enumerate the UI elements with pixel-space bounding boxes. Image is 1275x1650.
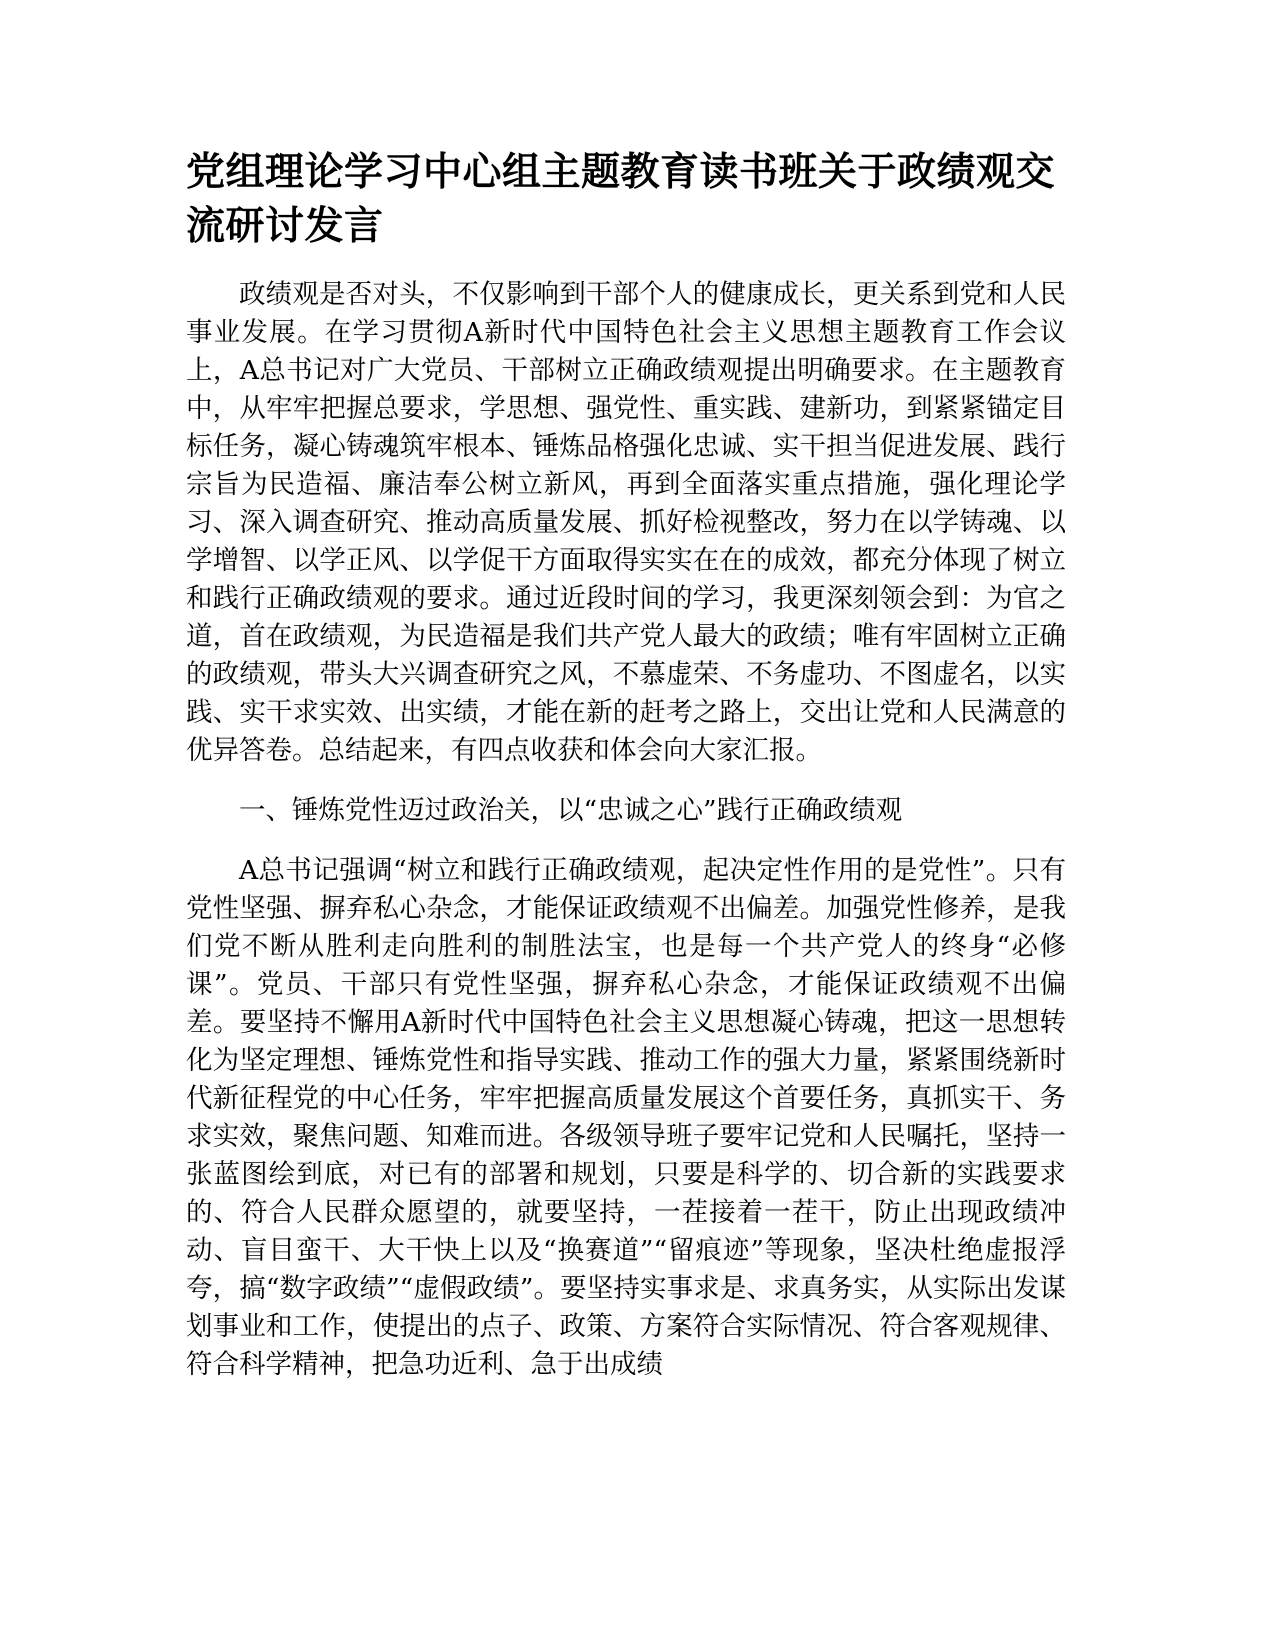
section-paragraph: A总书记强调“树立和践行正确政绩观，起决定性作用的是党性”。只有党性坚强、摒弃私心杂念，才能保证政绩观不出偏差。加强党性修养，是我们党不断从胜利走向胜利的制胜法宝，也是每一个共产党人的终身“必修课”。党员、干部只有党性坚强，摒弃私心杂念，才能保证政绩观不出偏差。要坚持不懈用A新时代中国特色社会主义思想凝心铸魂，把这一思想转化为坚定理想、锤炼党性和指导实践、推动工作的强大力量，紧紧围绕新时代新征程党的中心任务，牢牢把握高质量发展这个首要任务，真抓实干、务求实效，聚焦问题、知难而进。各级领导班子要牢记党和人民嘱托，坚持一张蓝图绘到底，对已有的部署和规划，只要是科学的、切合新的实践要求的、符合人民群众愿望的，就要坚持，一茬接着一茬干，防止出现政绩冲动、盲目蛮干、大干快上以及“换赛道”“留痕迹”等现象，坚决杜绝虚报浮夸，搞“数字政绩”“虚假政绩”。要坚持实事求是、求真务实，从实际出发谋划事业和工作，使提出的点子、政策、方案符合实际情况、符合客观规律、符合科学精神，把急功近利、急于出成绩 — [186, 855, 1066, 1380]
document-title: 党组理论学习中心组主题教育读书班关于政绩观交流研讨发言 — [186, 150, 1056, 249]
intro-paragraph: 政绩观是否对头，不仅影响到干部个人的健康成长，更关系到党和人民事业发展。在学习贯彻A新时代中国特色社会主义思想主题教育工作会议上，A总书记对广大党员、干部树立正确政绩观提出明确要求。在主题教育中，从牢牢把握总要求，学思想、强党性、重实践、建新功，到紧紧锚定目标任务，凝心铸魂筑牢根本、锤炼品格强化忠诚、实干担当促进发展、践行宗旨为民造福、廉洁奉公树立新风，再到全面落实重点措施，强化理论学习、深入调查研究、推动高质量发展、抓好检视整改，努力在以学铸魂、以学增智、以学正风、以学促干方面取得实实在在的成效，都充分体现了树立和践行正确政绩观的要求。通过近段时间的学习，我更深刻领会到：为官之道，首在政绩观，为民造福是我们共产党人最大的政绩；唯有牢固树立正确的政绩观，带头大兴调查研究之风，不慕虚荣、不务虚功、不图虚名，以实践、实干求实效、出实绩，才能在新的赶考之路上，交出让党和人民满意的优异答卷。总结起来，有四点收获和体会向大家汇报。 — [186, 279, 1066, 766]
document-body — [186, 276, 1066, 1384]
section-heading: 一、锤炼党性迈过政治关，以“忠诚之心”践行正确政绩观 — [239, 795, 903, 826]
